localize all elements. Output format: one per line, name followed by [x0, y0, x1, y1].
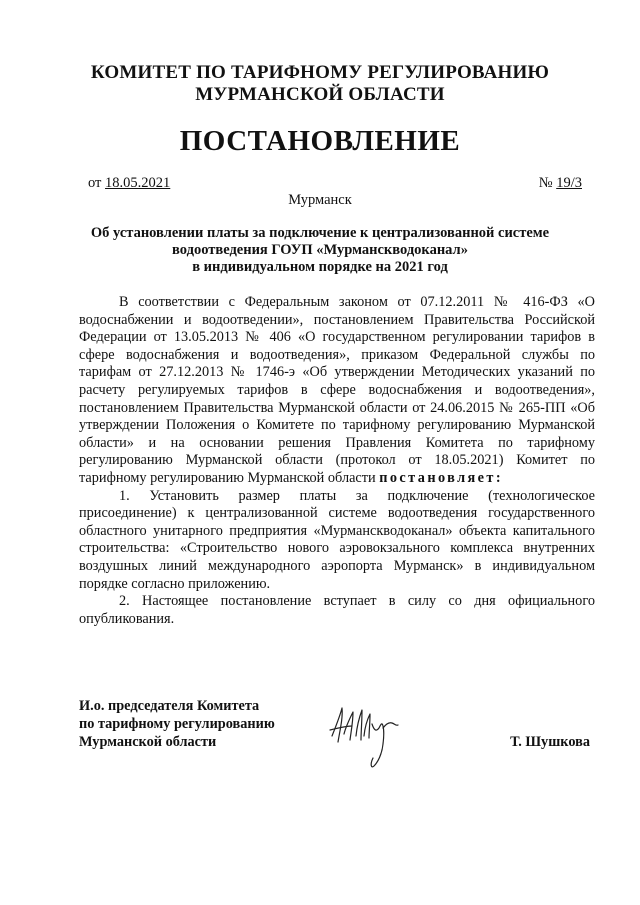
- organization-name-line1: КОМИТЕТ ПО ТАРИФНОМУ РЕГУЛИРОВАНИЮ: [90, 62, 550, 83]
- document-subject: [80, 225, 560, 276]
- position-line1: И.о. председателя Комитета: [79, 698, 260, 714]
- organization-name-line2: МУРМАНСКОЙ ОБЛАСТИ: [195, 84, 445, 105]
- number-prefix: №: [538, 175, 557, 191]
- preamble-text: В соответствии с Федеральным законом от 07.12.2011 № 416-ФЗ «О водоснабжении и водоотведении», постановлением Правительства Российской Федерации от 13.05.2013 № 406 «О государственном регулировании тарифов в сфере водоснабжения и водоотведения», приказом Федеральной службы по тарифам от 27.12.2013 № 1746-э «Об утверждении Методических указаний по расчету регулируемых тарифов в сфере водоснабжения и водоотведения», постановлением Правительства Мурманской области от 24.06.2015 № 265-ПП «Об утверждении Положения о Комитете по тарифному регулированию Мурманской области» и на основании решения Правления Комитета по тарифному регулированию Мурманской области (протокол от 18.05.2021) Комитет по тарифному регулированию Мурманской области: [79, 294, 595, 486]
- subject-line3: в индивидуальном порядке на 2021 год: [192, 259, 448, 275]
- document-date: [88, 174, 170, 192]
- subject-line2: водоотведения ГОУП «Мурманскводоканал»: [172, 242, 468, 258]
- document-number: [539, 174, 582, 192]
- signatory-name: Т. Шушкова: [510, 734, 590, 750]
- item-1-paragraph: 1. Установить размер платы за подключение (технологическое присоединение) к централизованной системе водоотведения государственного областного унитарного предприятия «Мурманскводоканал» объекта капитального строительства: «Строительство нового аэровокзального комплекса внутренних воздушных линий международного аэропорта Мурманск» в индивидуальном порядке согласно приложению.: [79, 487, 595, 592]
- document-body: [79, 294, 595, 628]
- position-line2: по тарифному регулированию: [79, 716, 275, 732]
- decree-word: постановляет:: [379, 469, 503, 486]
- subject-line1: Об установлении платы за подключение к централизованной системе: [90, 225, 550, 241]
- number-value: 19/3: [556, 175, 582, 191]
- handwritten-signature: [326, 696, 406, 776]
- item-2-paragraph: 2. Настоящее постановление вступает в силу со дня официального опубликования.: [79, 593, 595, 627]
- date-value: 18.05.2021: [105, 175, 171, 191]
- date-prefix: от: [88, 175, 106, 191]
- preamble-paragraph: [79, 294, 595, 488]
- signatory-position: [79, 697, 275, 751]
- position-line3: Мурманской области: [79, 734, 217, 750]
- city-name: Мурманск: [288, 192, 352, 208]
- document-type: ПОСТАНОВЛЕНИЕ: [179, 125, 461, 157]
- organization-name: [60, 62, 580, 106]
